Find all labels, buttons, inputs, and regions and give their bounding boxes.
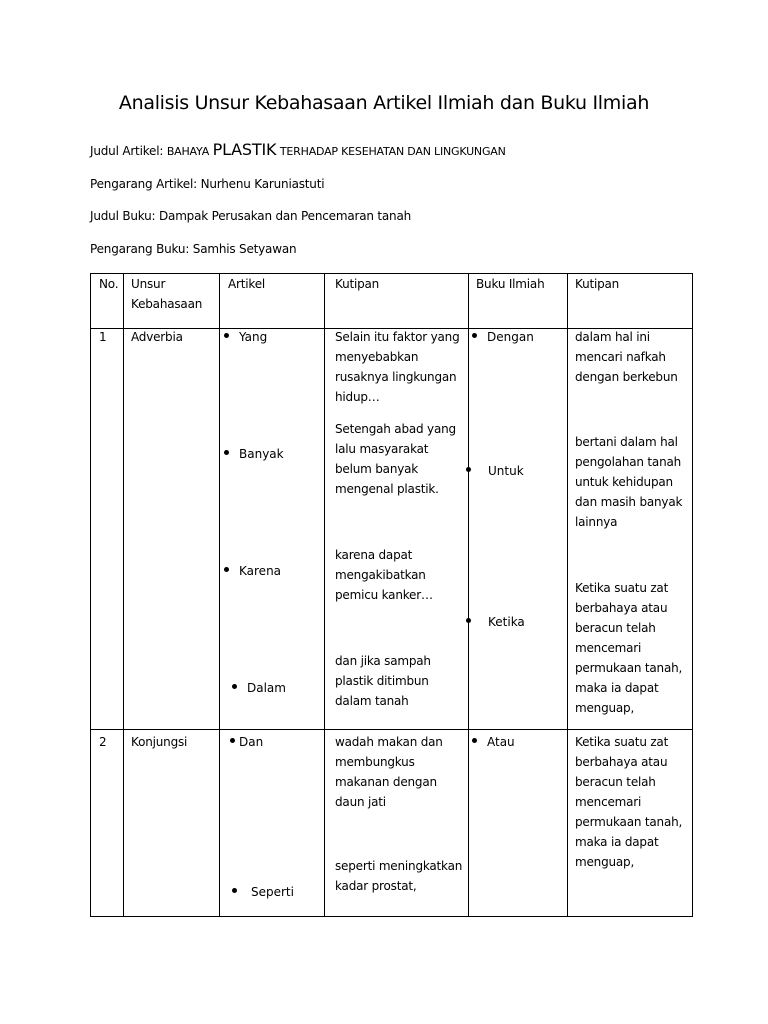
row1-artikel-item <box>224 327 267 347</box>
row1-artikel-item <box>224 561 281 581</box>
row1-buku-label: Untuk <box>488 464 524 478</box>
row1-buku-label: Dengan <box>487 330 534 344</box>
column-divider <box>324 274 325 916</box>
row2-artikel-item <box>230 732 263 752</box>
row2-kutipan-buku: Ketika suatu zat berbahaya atau beracun telah mencemari permukaan tanah, maka ia dapat menguap, <box>575 735 683 869</box>
bullet-icon <box>232 888 237 893</box>
row2-artikel-item <box>232 882 294 902</box>
row1-buku-item <box>466 461 524 481</box>
row2-buku-item <box>472 732 515 752</box>
row1-kutipan-buku: Ketika suatu zat berbahaya atau beracun telah mencemari permukaan tanah, maka ia dapat menguap, <box>575 581 683 715</box>
row1-kutipan-artikel: dan jika sampah plastik ditimbun dalam tanah <box>335 654 431 708</box>
column-divider <box>567 274 568 916</box>
row1-kutipan-artikel: Selain itu faktor yang menyebabkan rusaknya lingkungan hidup… <box>335 330 460 404</box>
header-kutipan-buku: Kutipan <box>575 277 620 291</box>
row-divider <box>91 729 692 730</box>
row1-no: 1 <box>99 330 107 344</box>
bullet-icon <box>232 684 237 689</box>
row1-buku-item <box>466 612 525 632</box>
row2-unsur: Konjungsi <box>131 735 188 749</box>
row1-artikel-item <box>232 678 286 698</box>
row2-no: 2 <box>99 735 107 749</box>
header-unsur: Unsur Kebahasaan <box>131 277 203 311</box>
bullet-icon <box>230 738 235 743</box>
row1-buku-label: Ketika <box>488 615 525 629</box>
analysis-table <box>90 273 693 917</box>
row1-kutipan-artikel: Setengah abad yang lalu masyarakat belum banyak mengenal plastik. <box>335 422 456 496</box>
column-divider <box>219 274 220 916</box>
header-kutipan-artikel: Kutipan <box>335 277 380 291</box>
row2-artikel-label: Dan <box>239 735 264 749</box>
row1-artikel-label: Dalam <box>247 681 286 695</box>
judul-artikel-part1: BAHAYA <box>166 145 210 158</box>
pengarang-artikel: Pengarang Artikel: Nurhenu Karuniastuti <box>90 177 325 191</box>
row1-kutipan-buku: bertani dalam hal pengolahan tanah untuk kehidupan dan masih banyak lainnya <box>575 435 683 529</box>
row2-artikel-label: Seperti <box>251 885 294 899</box>
row1-artikel-label: Banyak <box>239 447 284 461</box>
judul-artikel-label: Judul Artikel: <box>90 144 164 158</box>
column-divider <box>468 274 469 916</box>
row1-artikel-item <box>224 444 284 464</box>
header-no: No. <box>99 277 119 291</box>
bullet-icon <box>472 333 477 338</box>
judul-artikel <box>90 140 506 159</box>
bullet-icon <box>472 738 477 743</box>
pengarang-buku: Pengarang Buku: Samhis Setyawan <box>90 242 297 256</box>
bullet-icon <box>224 567 229 572</box>
column-divider <box>123 274 124 916</box>
row1-buku-item <box>472 327 534 347</box>
row2-kutipan-artikel: wadah makan dan membungkus makanan dengan daun jati <box>335 735 443 809</box>
judul-buku: Judul Buku: Dampak Perusakan dan Pencemaran tanah <box>90 209 412 223</box>
row1-artikel-label: Karena <box>239 564 282 578</box>
row2-kutipan-artikel: seperti meningkatkan kadar prostat, <box>335 859 463 893</box>
bullet-icon <box>466 467 471 472</box>
judul-artikel-part2: PLASTIK <box>212 140 277 159</box>
bullet-icon <box>224 333 229 338</box>
row1-kutipan-buku: dalam hal ini mencari nafkah dengan berkebun <box>575 330 678 384</box>
row1-kutipan-artikel: karena dapat mengakibatkan pemicu kanker… <box>335 548 433 602</box>
bullet-icon <box>466 618 471 623</box>
header-artikel: Artikel <box>228 277 266 291</box>
bullet-icon <box>224 450 229 455</box>
row1-artikel-label: Yang <box>239 330 268 344</box>
page-title: Analisis Unsur Kebahasaan Artikel Ilmiah dan Buku Ilmiah <box>118 92 650 114</box>
row1-unsur: Adverbia <box>131 330 183 344</box>
header-buku: Buku Ilmiah <box>476 277 545 291</box>
judul-artikel-part3: TERHADAP KESEHATAN DAN LINGKUNGAN <box>279 145 506 158</box>
row2-buku-label: Atau <box>487 735 515 749</box>
